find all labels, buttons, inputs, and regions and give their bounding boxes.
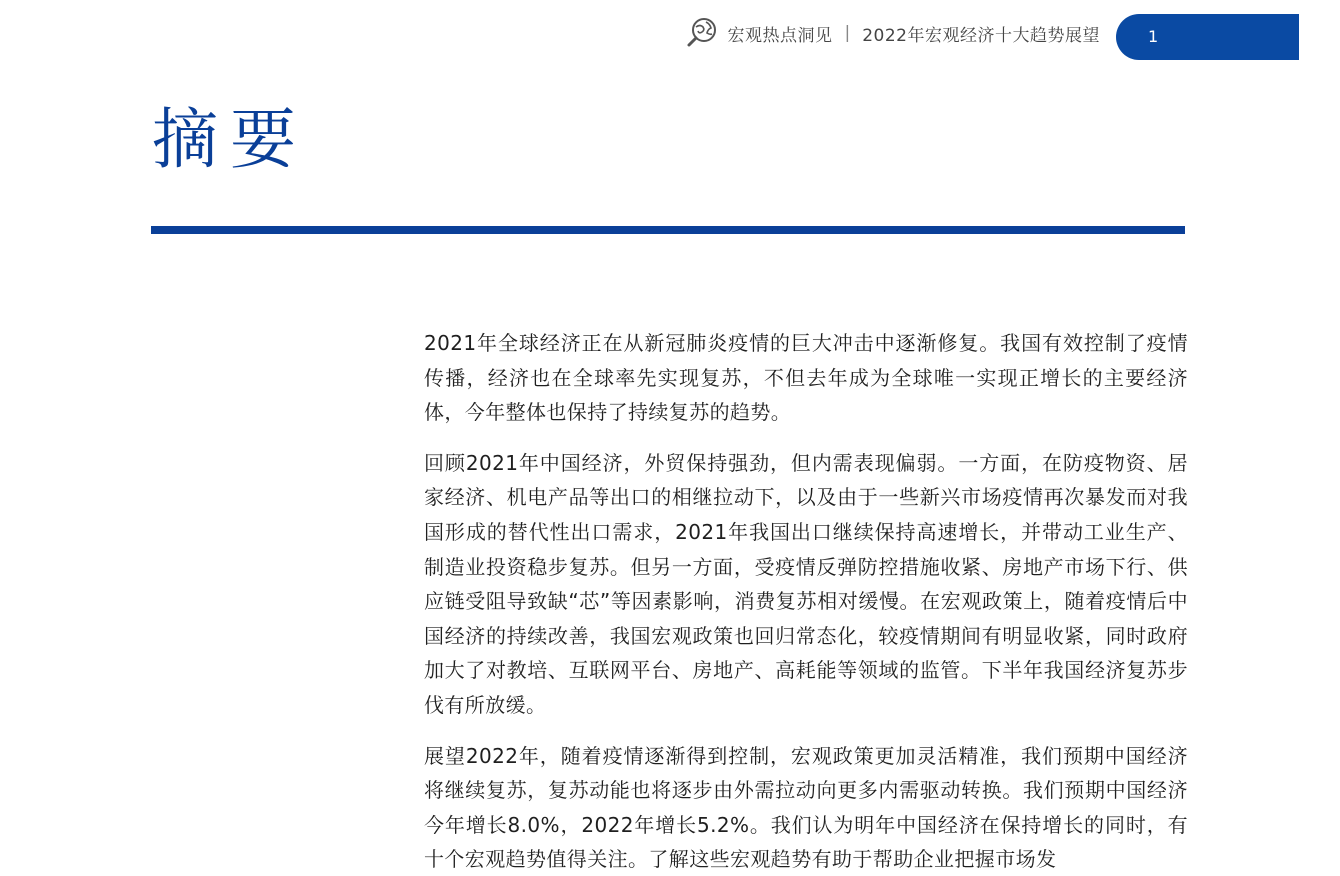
summary-body	[424, 326, 1188, 876]
header-separator: |	[844, 23, 851, 43]
report-series-label: 宏观热点洞见	[727, 25, 833, 46]
page-header	[684, 14, 1300, 52]
page-number: 1	[1148, 27, 1159, 46]
summary-paragraph-2: 回顾2021年中国经济，外贸保持强劲，但内需表现偏弱。一方面，在防疫物资、居家经济、机电产品等出口的相继拉动下，以及由于一些新兴市场疫情再次暴发而对我国形成的替代性出口需求，2021年我国出口继续保持高速增长，并带动工业生产、制造业投资稳步复苏。但另一方面，受疫情反弹防控措施收紧、房地产市场下行、供应链受阻导致缺“芯”等因素影响，消费复苏相对缓慢。在宏观政策上，随着疫情后中国经济的持续改善，我国宏观政策也回归常态化，较疫情期间有明显收紧，同时政府加大了对教培、互联网平台、房地产、高耗能等领域的监管。下半年我国经济复苏步伐有所放缓。	[424, 450, 1188, 717]
magnifier-globe-icon	[684, 15, 720, 51]
summary-paragraph-1: 2021年全球经济正在从新冠肺炎疫情的巨大冲击中逐渐修复。我国有效控制了疫情传播，经济也在全球率先实现复苏，不但去年成为全球唯一实现正增长的主要经济体，今年整体也保持了持续复苏的趋势。	[424, 331, 1188, 425]
page-title: 摘要	[152, 101, 308, 178]
page-number-tab	[1116, 14, 1299, 60]
title-divider	[151, 226, 1185, 234]
summary-paragraph-3: 展望2022年，随着疫情逐渐得到控制，宏观政策更加灵活精准，我们预期中国经济将继续复苏，复苏动能也将逐步由外需拉动向更多内需驱动转换。我们预期中国经济今年增长8.0%，2022年增长5.2%。我们认为明年中国经济在保持增长的同时，有十个宏观趋势值得关注。了解这些宏观趋势有助于帮助企业把握市场发	[424, 743, 1188, 872]
report-title-label: 2022年宏观经济十大趋势展望	[862, 25, 1100, 46]
